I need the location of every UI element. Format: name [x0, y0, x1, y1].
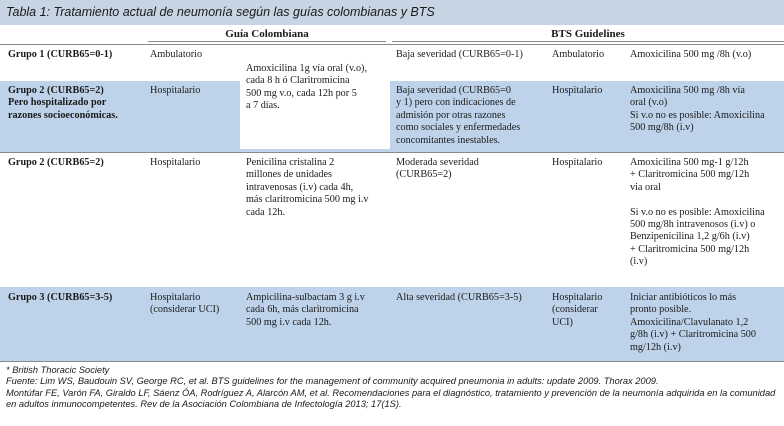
colombian-treatment: Amoxicilina 1g vía oral (v.o), cada 8 h ó Claritromicina 500 mg v.o, cada 12h por 5 a 7 días.: [246, 63, 367, 112]
footnote: * British Thoracic Society: [6, 365, 110, 375]
table-row: [0, 45, 784, 81]
table-title: Tabla 1: Tratamiento actual de neumonía según las guías colombianas y BTS: [0, 0, 784, 25]
merged-treatment-cell: [240, 51, 390, 149]
bts-treatment: Amoxicilina 500 mg /8h vía oral (v.o) Si v.o no es posible: Amoxicilina 500 mg/8h (i.v): [630, 85, 765, 134]
table-row: [0, 81, 784, 152]
bts-treatment: Iniciar antibióticos lo más pronto posible. Amoxicilina/Clavulanato 1,2 g/8h (i.v) + Claritromicina 500 mg/12h (i.v): [630, 292, 756, 353]
bts-severity: Moderada severidad (CURB65=2): [396, 157, 479, 181]
bts-treatment: Amoxicilina 500 mg-1 g/12h + Claritromicina 500 mg/12h via oral Si v.o no es posible: Amoxicilina 500 mg/8h intravenosos (i.v) o Benzipenicilina 1,2 g/6h (i.v) + Claritromicina 500 mg/12h (i.v): [630, 157, 765, 268]
group-label: Grupo 2 (CURB65=2) Pero hospitalizado por razones socioeconómicas.: [8, 85, 118, 121]
colombian-setting: Ambulatorio: [150, 49, 203, 60]
bts-treatment: Amoxicilina 500 mg /8h (v.o): [630, 49, 752, 60]
header-bts: BTS Guidelines: [551, 28, 625, 40]
source-citation-1: Fuente: Lim WS, Baudouin SV, George RC, et al. BTS guidelines for the management of community acquired pneumonia in adults: update 2009. Thorax 2009.: [6, 376, 659, 387]
table-footer: [6, 365, 781, 411]
bts-severity: Baja severidad (CURB65=0-1): [396, 49, 523, 60]
colombian-treatment: Penicilina cristalina 2 millones de unidades intravenosas (i.v) cada 4h, más claritromicina 500 mg i.v cada 12h.: [246, 157, 369, 218]
bts-setting: Hospitalario: [552, 85, 603, 96]
source-citation-2: Montúfar FE, Varón FA, Giraldo LF, Sáenz ÓA, Rodríguez A, Alarcón AM, et al. Recomendaciones para el diagnóstico, tratamiento y prevención de la neumonía adquirida en la comunidad en adultos inmunocompetentes. Rev de la Asociación Colombiana de Infectología 2013; 17(1S).: [6, 387, 776, 410]
table-bottom-rule: [0, 361, 784, 362]
table-row: [0, 287, 784, 361]
group-label: Grupo 3 (CURB65=3-5): [8, 292, 113, 303]
colombian-treatment: Ampicilina-sulbactam 3 g i.v cada 6h, más claritromicina 500 mg i.v cada 12h.: [246, 292, 365, 328]
group-label: Grupo 1 (CURB65=0-1): [8, 49, 113, 60]
bts-setting: Hospitalario: [552, 157, 603, 168]
bts-severity: Baja severidad (CURB65=0 y 1) pero con indicaciones de admisión por otras razones como sociales y enfermedades concomitantes inestables.: [396, 85, 521, 146]
colombian-setting: Hospitalario: [150, 157, 201, 168]
header-colombian: Guía Colombiana: [225, 28, 309, 40]
colombian-setting: Hospitalario (considerar UCI): [150, 292, 220, 316]
group-label: Grupo 2 (CURB65=2): [8, 157, 104, 168]
bts-setting: Hospitalario (considerar UCI): [552, 292, 603, 328]
table-row: [0, 153, 784, 286]
bts-setting: Ambulatorio: [552, 49, 605, 60]
bts-severity: Alta severidad (CURB65=3-5): [396, 292, 522, 303]
colombian-setting: Hospitalario: [150, 85, 201, 96]
